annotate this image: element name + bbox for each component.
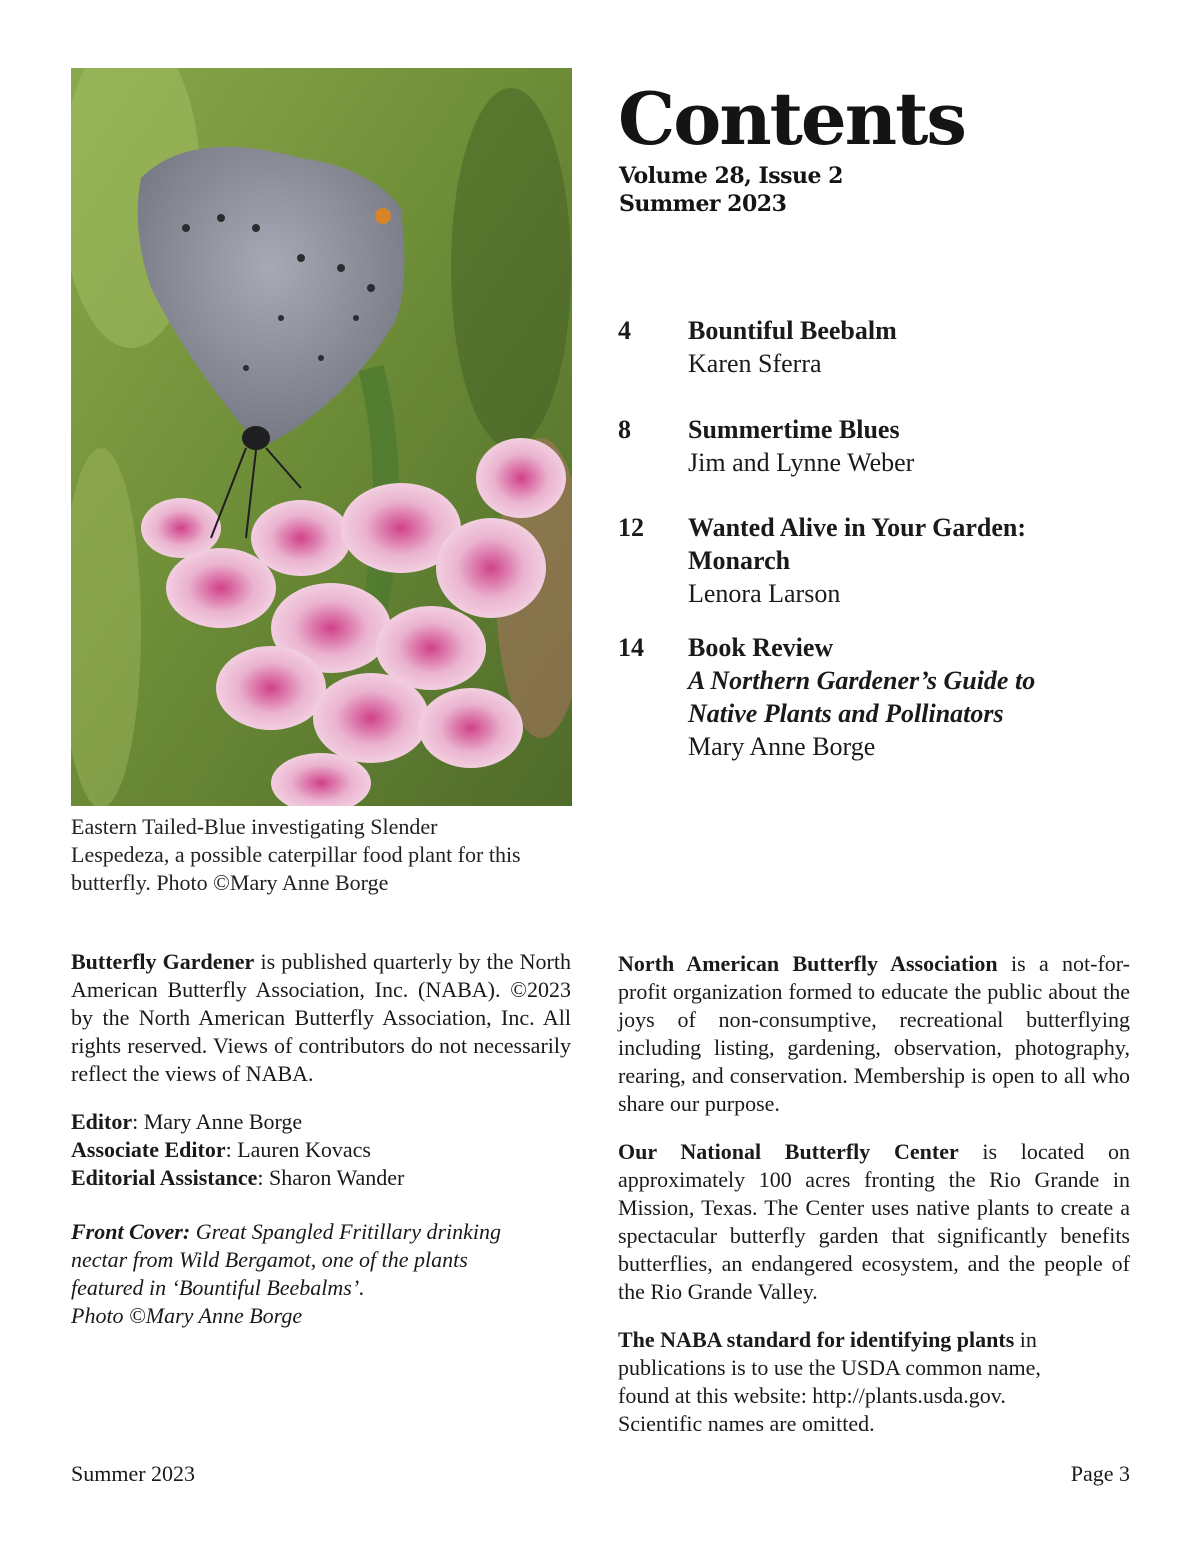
staff-role: Associate Editor (71, 1137, 226, 1162)
publication-name: Butterfly Gardener (71, 949, 255, 974)
toc-page-number: 12 (618, 513, 644, 542)
toc-entry[interactable] (618, 511, 1068, 610)
about-naba (618, 950, 1130, 1438)
about-paragraph (618, 1326, 1078, 1438)
toc-title: Bountiful Beebalm (688, 316, 897, 345)
about-text: is a not-for-profit organization formed to educate the public about the joys of non-consumptive, recreational butterflying including listing, gardening, observation, photography, rearing, and conservation. Membership is open to all who share our purpose. (618, 951, 1130, 1116)
about-lead: The NABA standard for identifying plants (618, 1327, 1015, 1352)
page-number: Page 3 (1070, 1461, 1130, 1486)
toc-entry[interactable] (618, 314, 1138, 380)
publication-text: is published quarterly by the North American Butterfly Association, Inc. (NABA). ©2023 by the North American Butterfly Association, Inc. All rights reserved. Views of contributors do not necessarily reflect the views of NABA. (71, 949, 571, 1086)
toc-page-number: 4 (618, 316, 631, 345)
toc-author: Jim and Lynne Weber (688, 448, 915, 477)
toc-page-number: 14 (618, 633, 644, 662)
toc-subtitle: A Northern Gardener’s Guide to Native Plants and Pollinators (688, 666, 1036, 728)
table-of-contents (618, 314, 1138, 763)
about-lead: Our National Butterfly Center (618, 1139, 959, 1164)
staff-entry (71, 1108, 571, 1136)
footer-season: Summer 2023 (71, 1461, 196, 1486)
volume-issue: Volume 28, Issue 2 (619, 163, 843, 189)
staff-name: : Lauren Kovacs (225, 1137, 371, 1162)
toc-title: Book Review (688, 633, 834, 662)
toc-author: Lenora Larson (688, 579, 841, 608)
staff-name: : Mary Anne Borge (132, 1109, 303, 1134)
butterfly-on-flowers-image (71, 68, 572, 806)
toc-author: Mary Anne Borge (688, 732, 876, 761)
about-text: is located on approximately 100 acres fronting the Rio Grande in Mission, Texas. The Center uses native plants to create a spectacular butterfly garden that significantly benefits butterflies, an endangered ecosystem, and the people of the Rio Grande Valley. (618, 1139, 1130, 1304)
issue-season: Summer 2023 (619, 191, 787, 217)
staff-entry (71, 1136, 571, 1164)
about-paragraph (618, 1138, 1130, 1306)
publication-statement (71, 948, 571, 1088)
toc-author: Karen Sferra (688, 349, 822, 378)
staff-role: Editorial Assistance (71, 1165, 258, 1190)
front-cover-label: Front Cover: (71, 1219, 191, 1244)
toc-entry[interactable] (618, 631, 1078, 763)
front-cover-note (71, 1218, 541, 1330)
toc-title: Summertime Blues (688, 415, 900, 444)
issue-info (619, 162, 843, 218)
photo-caption: Eastern Tailed-Blue investigating Slender Lespedeza, a possible caterpillar food plant for this butterfly. Photo ©Mary Anne Borge (71, 814, 521, 895)
staff-name: : Sharon Wander (257, 1165, 405, 1190)
staff-list (71, 1108, 571, 1192)
publication-info (71, 948, 571, 1330)
about-paragraph (618, 950, 1130, 1118)
page-title: Contents (618, 76, 965, 161)
staff-entry (71, 1164, 571, 1192)
front-cover-text: Great Spangled Fritillary drinking nectar from Wild Bergamot, one of the plants featured in ‘Bountiful Beebalms’. (71, 1219, 502, 1300)
toc-entry[interactable] (618, 413, 1138, 479)
toc-page-number: 8 (618, 415, 631, 444)
staff-role: Editor (71, 1109, 133, 1134)
about-lead: North American Butterfly Association (618, 951, 998, 976)
front-cover-credit: Photo ©Mary Anne Borge (71, 1303, 303, 1328)
toc-title: Wanted Alive in Your Garden: Monarch (688, 513, 1027, 575)
butterfly-photo (71, 68, 572, 806)
about-text: in publications is to use the USDA common name, found at this website: http://plants.usda.gov. Scientific names are omitted. (618, 1327, 1041, 1436)
